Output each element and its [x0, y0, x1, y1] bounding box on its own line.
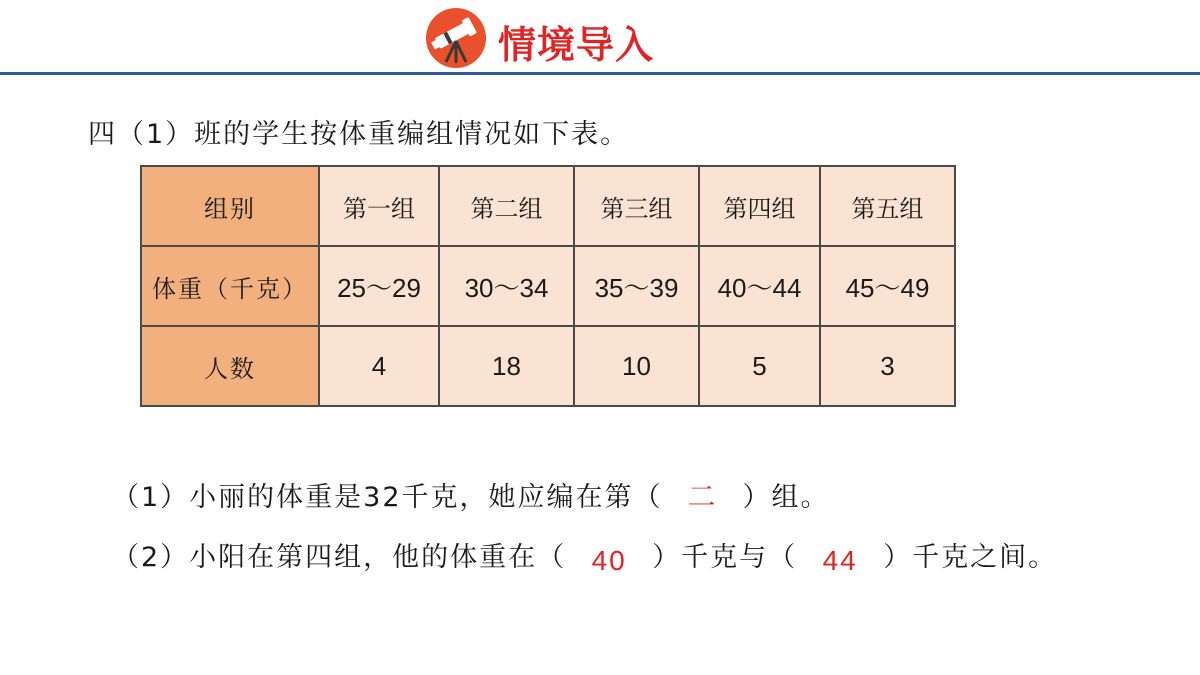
- question-1-text-after: ）组。: [742, 482, 830, 513]
- row-header-group: 组别: [141, 166, 319, 246]
- weight-group-table: [140, 165, 956, 407]
- telescope-icon: [426, 8, 486, 68]
- table-cell: 10: [574, 326, 699, 406]
- question-2-text-before: （2）小阳在第四组，他的体重在（: [112, 542, 567, 573]
- section-title: 情境导入: [498, 23, 655, 67]
- question-2-answer-upper: 44: [822, 545, 858, 576]
- table-cell: 18: [439, 326, 574, 406]
- intro-text: 四（1）班的学生按体重编组情况如下表。: [88, 119, 630, 150]
- table-cell: 3: [820, 326, 955, 406]
- table-row: [141, 166, 955, 246]
- slide-header: [0, 0, 1200, 80]
- question-2-text-after: ）千克之间。: [883, 542, 1058, 573]
- row-header-weight: 体重（千克）: [141, 246, 319, 326]
- table-cell: 35～39: [574, 246, 699, 326]
- table-cell: 45～49: [820, 246, 955, 326]
- question-1: [112, 475, 830, 515]
- table-cell: 25～29: [319, 246, 439, 326]
- question-1-answer: 二: [687, 480, 718, 513]
- question-2-text-middle: ）千克与（: [652, 542, 798, 573]
- question-1-text-before: （1）小丽的体重是32千克，她应编在第（: [112, 482, 663, 513]
- table-cell: 第三组: [574, 166, 699, 246]
- header-divider: [0, 72, 1200, 75]
- question-2-answer-lower: 40: [591, 545, 627, 576]
- table-cell: 第五组: [820, 166, 955, 246]
- row-header-count: 人数: [141, 326, 319, 406]
- table-row: [141, 246, 955, 326]
- table-cell: 第二组: [439, 166, 574, 246]
- table-cell: 30～34: [439, 246, 574, 326]
- table-cell: 第一组: [319, 166, 439, 246]
- table-cell: 40～44: [699, 246, 820, 326]
- table-cell: 4: [319, 326, 439, 406]
- table-row: [141, 326, 955, 406]
- table-cell: 第四组: [699, 166, 820, 246]
- table-cell: 5: [699, 326, 820, 406]
- question-2: [112, 535, 1057, 574]
